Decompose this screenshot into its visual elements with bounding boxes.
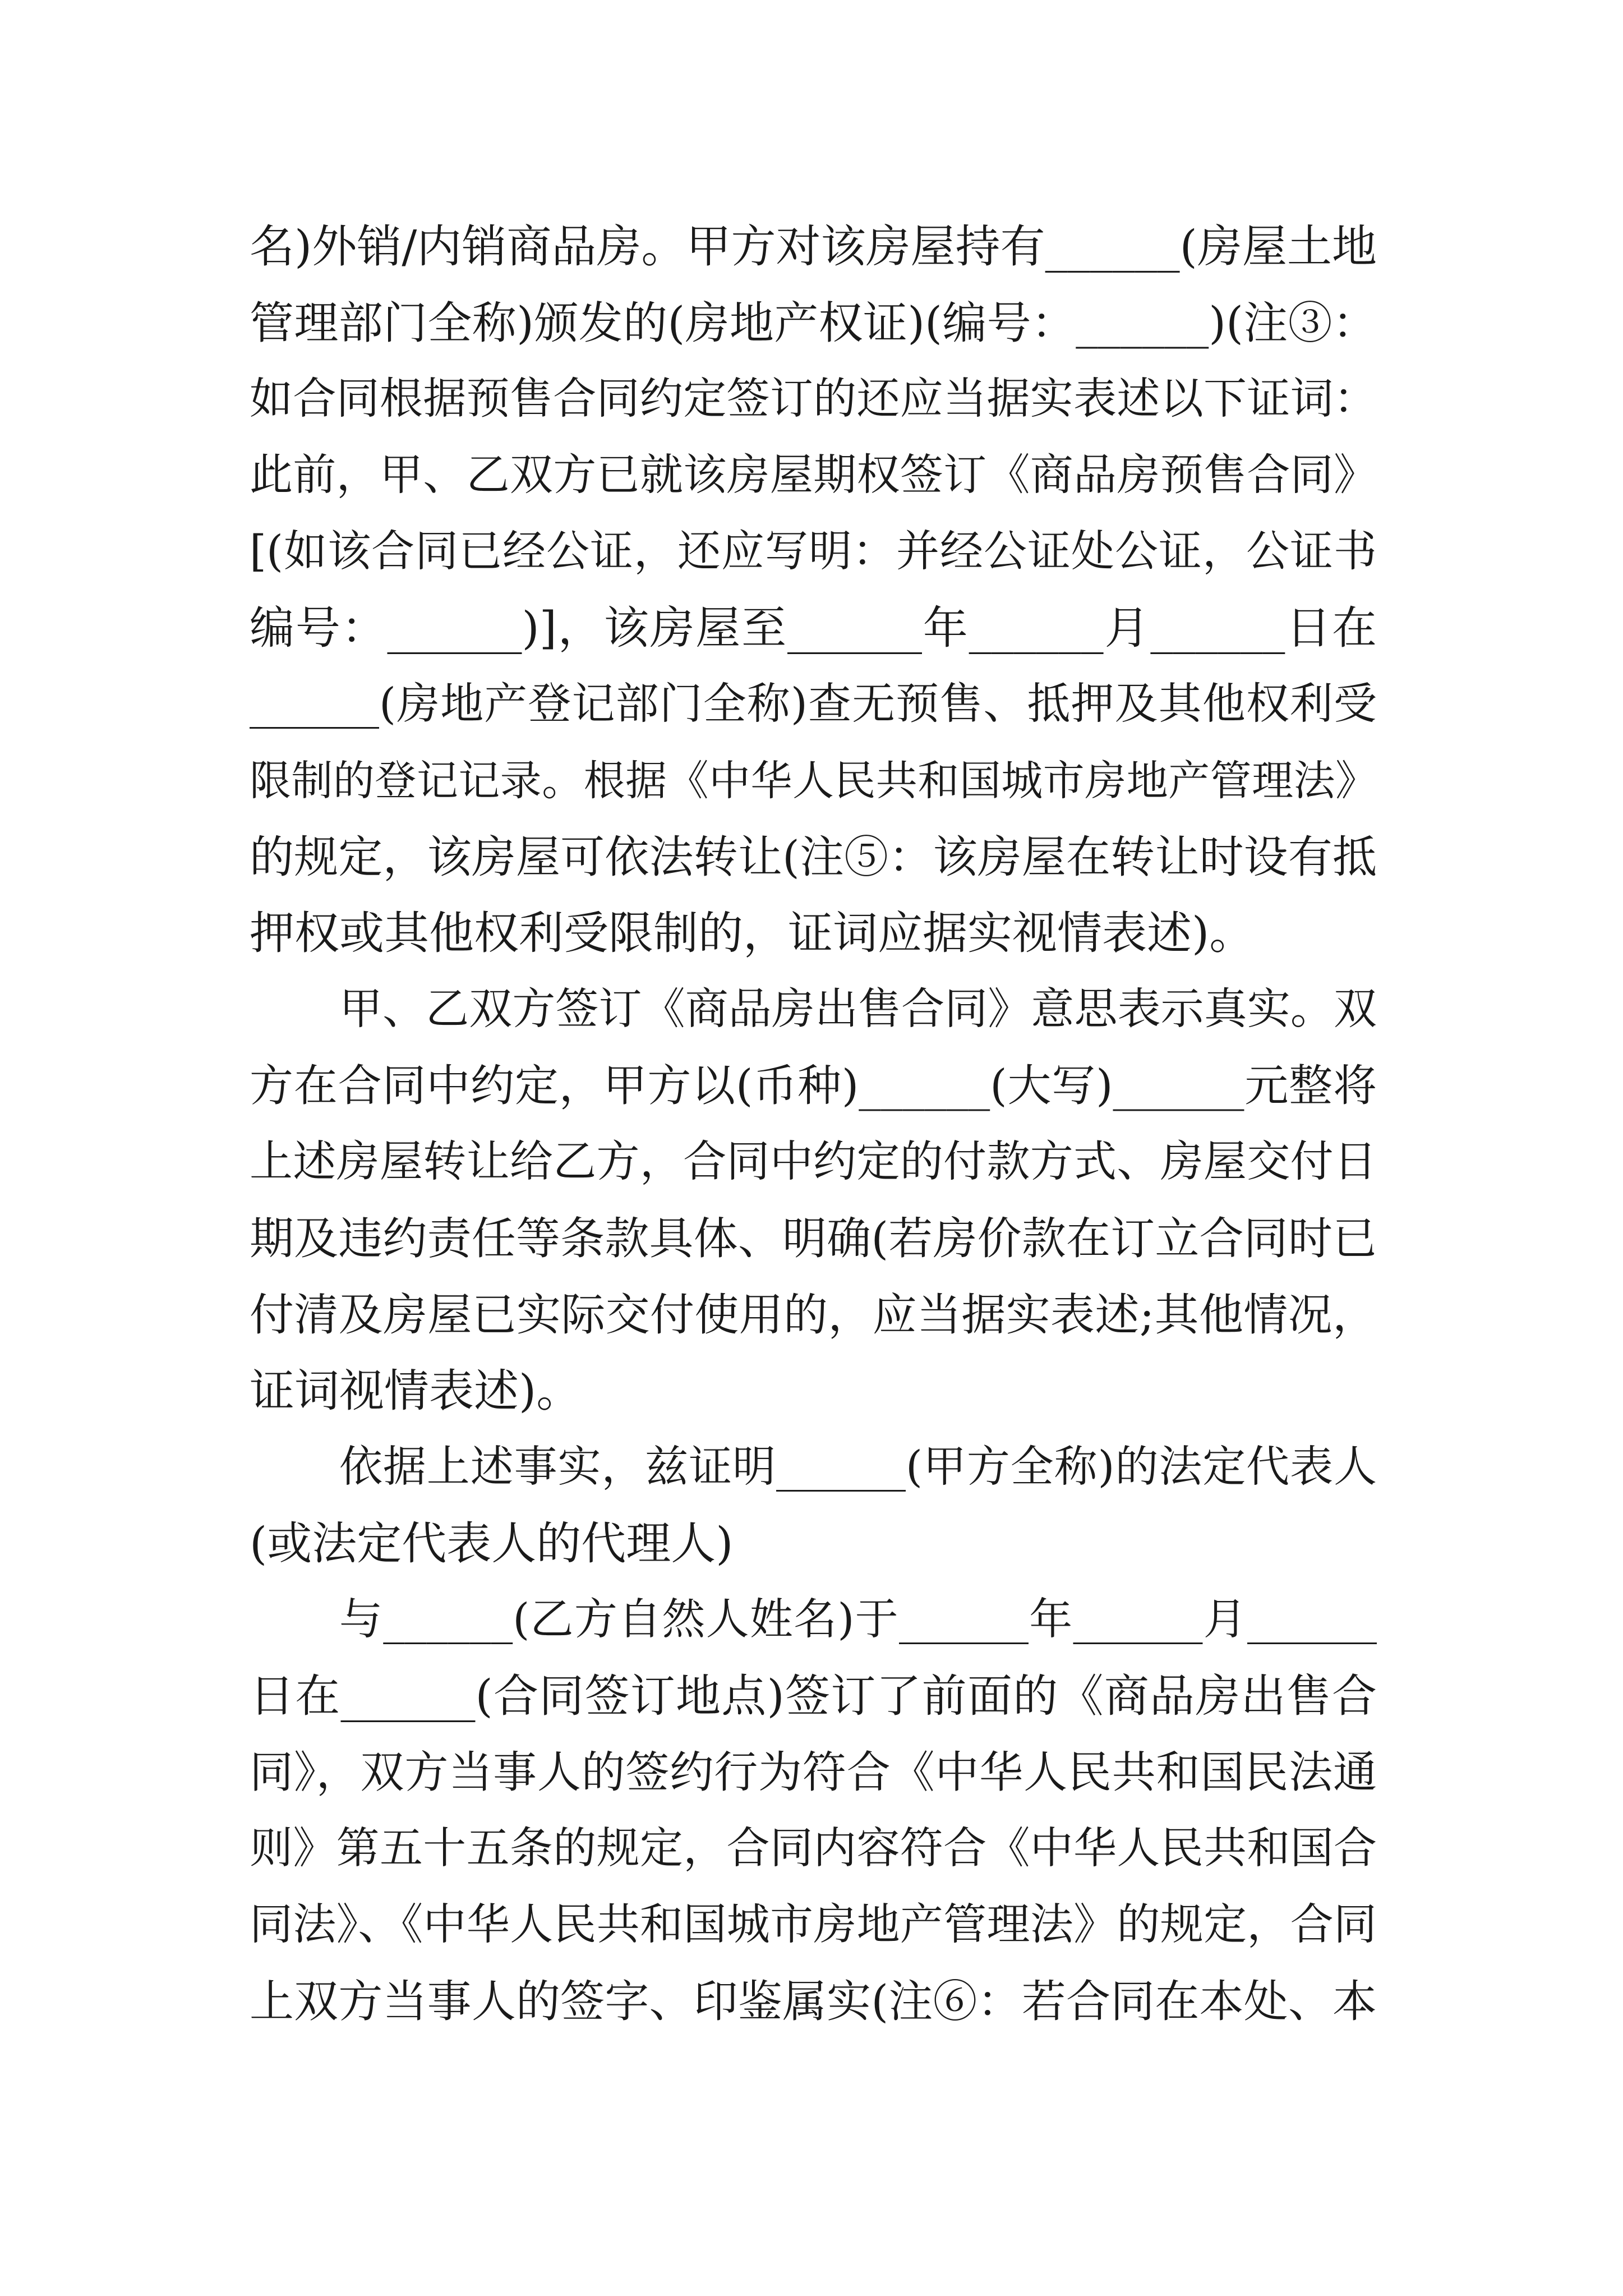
text-line: 方在合同中约定，甲方以(币种)______(大写)______元整将 [250, 1061, 1377, 1111]
text-line: 付清及房屋已实际交付使用的，应当据实表述;其他情况， [250, 1289, 1377, 1341]
text-line: (或法定代表人的代理人) [250, 1517, 734, 1570]
text-line: 管理部门全称)颁发的(房地产权证)(编号：______)(注③： [250, 297, 1377, 349]
text-line: 上述房屋转让给乙方，合同中约定的付款方式、房屋交付日 [250, 1137, 1377, 1187]
text-line: 证词视情表述)。 [250, 1365, 582, 1417]
text-line: [(如该合同已经公证，还应写明：并经公证处公证，公证书 [250, 527, 1377, 577]
text-line: 则》第五十五条的规定，合同内容符合《中华人民共和国合 [250, 1824, 1377, 1874]
text-line: 押权或其他权利受限制的，证词应据实视情表述)。 [250, 907, 1255, 959]
text-line: 同》，双方当事人的签约行为符合《中华人民共和国民法通 [250, 1747, 1377, 1798]
text-line: 如合同根据预售合同约定签订的还应当据实表述以下证词： [250, 374, 1377, 424]
paragraph-first-line: 依据上述事实，兹证明______(甲方全称)的法定代表人 [339, 1442, 1377, 1492]
text-line: 上双方当事人的签字、印鉴属实(注⑥：若合同在本处、本 [250, 1976, 1377, 2027]
text-line: 同法》、《中华人民共和国城市房地产管理法》的规定，合同 [250, 1900, 1377, 1950]
text-line: 限制的登记记录。根据《中华人民共和国城市房地产管理法》 [250, 757, 1377, 805]
text-line: 日在______(合同签订地点)签订了前面的《商品房出售合 [250, 1670, 1377, 1722]
text-line: 名)外销/内销商品房。甲方对该房屋持有______(房屋土地 [250, 220, 1377, 273]
text-line: ______(房地产登记部门全称)查无预售、抵押及其他权利受 [250, 679, 1377, 729]
text-line: 期及违约责任等条款具体、明确(若房价款在订立合同时已 [250, 1213, 1377, 1264]
text-line: 此前，甲、乙双方已就该房屋期权签订《商品房预售合同》 [250, 450, 1377, 500]
paragraph-first-line: 甲、乙双方签订《商品房出售合同》意思表示真实。双 [339, 984, 1377, 1034]
text-line: 编号：______)]，该房屋至______年______月______日在 [250, 602, 1377, 654]
text-line: 的规定，该房屋可依法转让(注⑤：该房屋在转让时设有抵 [250, 831, 1377, 883]
paragraph-first-line: 与______(乙方自然人姓名)于______年______月______ [339, 1595, 1377, 1645]
